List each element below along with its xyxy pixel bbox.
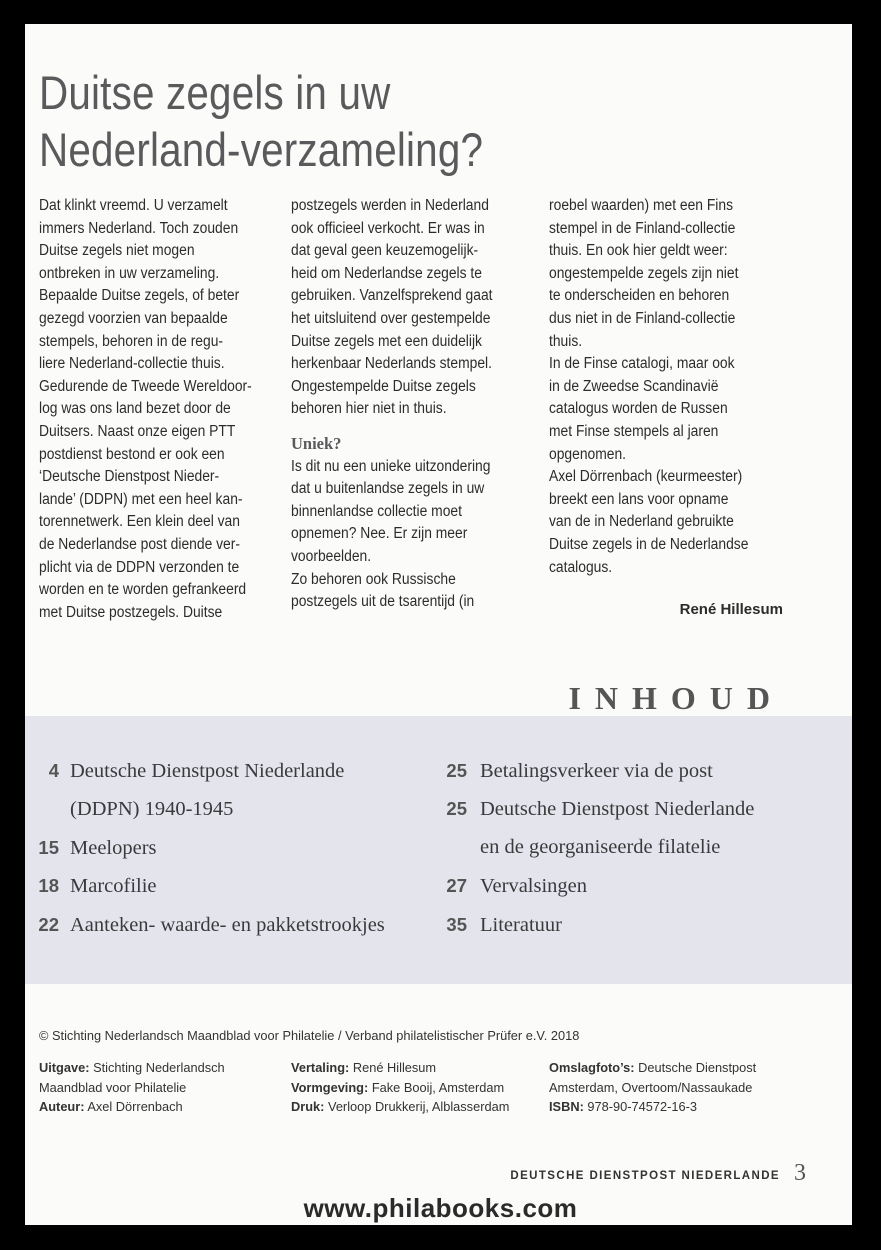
- text-line: gezegd voorzien van bepaalde: [39, 309, 228, 327]
- toc-entry-title: Betalingsverkeer via de post: [480, 760, 713, 782]
- text-line: breekt een lans voor opname: [549, 490, 729, 508]
- credit-vormgeving: Vormgeving: Fake Booij, Amsterdam: [291, 1079, 505, 1095]
- text-line: de Nederlandse post diende ver-: [39, 535, 240, 553]
- text-line: in de Zweedse Scandinavië: [549, 377, 719, 395]
- credits-column-3: [549, 1058, 756, 1117]
- text-line: te onderscheiden en behoren: [549, 287, 730, 305]
- credit-omslag: Omslagfoto’s: Deutsche Dienstpost: [549, 1060, 757, 1075]
- author-signature: René Hillesum: [679, 601, 783, 618]
- credit-isbn: ISBN: 978-90-74572-16-3: [549, 1099, 697, 1114]
- column-2-part-1: [291, 195, 523, 421]
- text-line: worden en te worden gefrankeerd: [39, 581, 247, 599]
- text-line: gebruiken. Vanzelfsprekend gaat: [291, 287, 493, 305]
- text-line: postzegels werden in Nederland: [291, 197, 489, 214]
- text-line: Duitse zegels met een duidelijk: [291, 332, 482, 350]
- article-column-2: [291, 195, 523, 614]
- column-2-part-2: [291, 456, 523, 614]
- text-line: plicht via de DDPN verzonden te: [39, 558, 240, 576]
- toc-entry-title: Aanteken- waarde- en pakketstrookjes: [70, 914, 385, 936]
- credit-auteur: Auteur: Axel Dörrenbach: [39, 1099, 183, 1114]
- toc-page-number: 4: [48, 760, 59, 781]
- toc-page-number: 15: [38, 837, 59, 858]
- text-line: Duitsers. Naast onze eigen PTT: [39, 422, 236, 440]
- toc-entry-title: Meelopers: [70, 837, 157, 859]
- toc-page-number: 35: [446, 914, 467, 935]
- text-line: stempel in de Finland-collectie: [549, 219, 736, 237]
- toc-entry-title: Marcofilie: [70, 875, 157, 897]
- credits-column-2: [291, 1058, 509, 1117]
- text-line: Duitse zegels in de Nederlandse: [549, 535, 749, 553]
- article-column-1: [39, 195, 271, 624]
- text-line: ongestempelde zegels zijn niet: [549, 264, 739, 282]
- toc-page-number: 22: [38, 914, 59, 935]
- text-line: catalogus worden de Russen: [549, 400, 728, 418]
- text-line: heid om Nederlandse zegels te: [291, 264, 482, 282]
- text-line: Is dit nu een unieke uitzondering: [291, 457, 491, 475]
- text-line: immers Nederland. Toch zouden: [39, 219, 239, 237]
- text-line: dat geval geen keuzemogelijk-: [291, 242, 479, 260]
- copyright-line: © Stichting Nederlandsch Maandblad voor Philatelie / Verband philatelistischer Prüfer e.V. 2018: [39, 1028, 580, 1043]
- text-line: ‘Deutsche Dienstpost Nieder-: [39, 468, 220, 486]
- text-line: postdienst bestond er ook een: [39, 445, 225, 463]
- text-line: log was ons land bezet door de: [39, 400, 231, 418]
- toc-entry-title-cont: en de georganiseerde filatelie: [480, 836, 721, 858]
- toc-page-number: 18: [38, 875, 59, 896]
- text-line: dus niet in de Finland-collectie: [549, 309, 736, 327]
- text-line: liere Nederland-collectie thuis.: [39, 355, 225, 373]
- text-line: torennetwerk. Een klein deel van: [39, 513, 240, 531]
- credit-druk: Druk: Verloop Drukkerij, Alblasserdam: [291, 1099, 510, 1114]
- toc-entry-title: Literatuur: [480, 914, 562, 936]
- text-line: Axel Dörrenbach (keurmeester): [549, 468, 743, 486]
- text-line: herkenbaar Nederlands stempel.: [291, 355, 492, 373]
- watermark-url[interactable]: www.philabooks.com: [303, 1193, 578, 1223]
- text-line: stempels, behoren in de regu-: [39, 332, 224, 350]
- text-line: behoren hier niet in thuis.: [291, 400, 447, 418]
- toc-entry-title: Vervalsingen: [480, 875, 588, 897]
- article-title: Duitse zegels in uw Nederland-verzameling?: [39, 66, 484, 176]
- text-line: Dat klinkt vreemd. U verzamelt: [39, 197, 228, 214]
- running-footer-title: DEUTSCHE DIENSTPOST NIEDERLANDE: [510, 1170, 780, 1182]
- credit-uitgave-cont: Maandblad voor Philatelie: [39, 1079, 187, 1095]
- text-line: postzegels uit de tsarentijd (in: [291, 593, 475, 611]
- text-line: lande’ (DDPN) met een heel kan-: [39, 490, 243, 508]
- toc-page-number: 25: [446, 798, 467, 819]
- text-line: met Finse stempels al jaren: [549, 422, 719, 440]
- credit-omslag-cont: Amsterdam, Overtoom/Nassaukade: [549, 1079, 753, 1095]
- toc-page-number: 25: [446, 760, 467, 781]
- text-line: Ongestempelde Duitse zegels: [291, 377, 476, 395]
- section-subheading: Uniek?: [291, 433, 342, 453]
- text-line: catalogus.: [549, 558, 613, 576]
- toc-entry-title: Deutsche Dienstpost Niederlande: [70, 760, 345, 782]
- text-line: binnenlandse collectie moet: [291, 502, 462, 520]
- text-line: Bepaalde Duitse zegels, of beter: [39, 287, 240, 305]
- toc-entry-title-cont: (DDPN) 1940-1945: [70, 798, 234, 820]
- text-line: Zo behoren ook Russische: [291, 570, 456, 588]
- text-line: voorbeelden.: [291, 547, 372, 565]
- text-line: opgenomen.: [549, 445, 627, 463]
- text-line: opnemen? Nee. Er zijn meer: [291, 525, 468, 543]
- toc-page-number: 27: [446, 875, 467, 896]
- credits-column-1: [39, 1058, 225, 1117]
- text-line: met Duitse postzegels. Duitse: [39, 603, 223, 621]
- text-line: het uitsluitend over gestempelde: [291, 309, 491, 327]
- text-line: ontbreken in uw verzameling.: [39, 264, 220, 282]
- article-column-3: [549, 195, 781, 579]
- page-number: 3: [794, 1160, 806, 1186]
- magazine-page: [25, 24, 852, 1225]
- text-line: roebel waarden) met een Fins: [549, 197, 734, 214]
- credit-uitgave: Uitgave: Stichting Nederlandsch: [39, 1060, 225, 1075]
- text-line: ook officieel verkocht. Er was in: [291, 219, 485, 237]
- toc-entry-title: Deutsche Dienstpost Niederlande: [480, 798, 755, 820]
- text-line: thuis.: [549, 332, 583, 350]
- credit-vertaling: Vertaling: René Hillesum: [291, 1060, 437, 1075]
- text-line: Gedurende de Tweede Wereldoor-: [39, 377, 252, 395]
- text-line: van de in Nederland gebruikte: [549, 513, 734, 531]
- text-line: In de Finse catalogi, maar ook: [549, 355, 735, 373]
- text-line: thuis. En ook hier geldt weer:: [549, 242, 728, 260]
- toc-heading: INHOUD: [568, 680, 784, 716]
- text-line: Duitse zegels niet mogen: [39, 242, 195, 260]
- text-line: dat u buitenlandse zegels in uw: [291, 480, 485, 498]
